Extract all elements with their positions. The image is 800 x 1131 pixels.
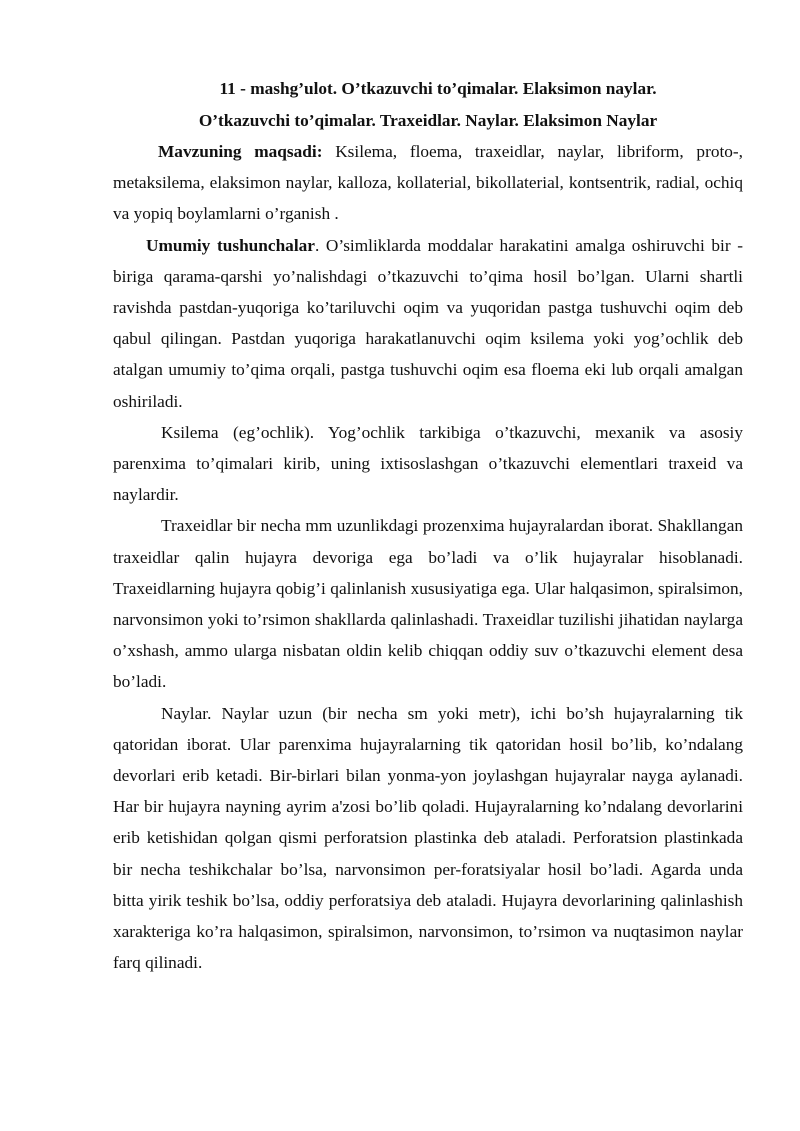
purpose-paragraph — [113, 136, 743, 230]
purpose-label: Mavzuning maqsadi: — [158, 142, 323, 161]
lesson-title: 11 - mashg’ulot. O’tkazuvchi to’qimalar. Elaksimon naylar. — [219, 79, 657, 98]
concepts-label: Umumiy tushunchalar — [146, 235, 315, 255]
concepts-text: . O’simliklarda moddalar harakatini amalga oshiruvchi bir - biriga qarama-qarshi yo’nalishdagi o’tkazuvchi to’qima hosil bo’lgan. Ularni shartli ravishda pastdan-yuqoriga ko’tariluvchi oqim va yuqoridan pastga tushuvchi oqim deb qabul qilingan. Pastdan yuqoriga harakatlanuvchi oqim ksilema yoki yog’ochlik deb atalgan umumiy to’qima orqali, pastga tushuvchi oqim esa floema eki lub orqali amalgan oshiriladi. — [113, 235, 743, 411]
purpose-text: Ksilema, floema, traxeidlar, naylar, libriform, proto-, metaksilema, elaksimon naylar, kalloza, kollaterial, bikollaterial, kontsentrik, radial, ochiq va yopiq boylamlarni o’rganish . — [113, 142, 743, 224]
lesson-subtitle: O’tkazuvchi to’qimalar. Traxeidlar. Naylar. Elaksimon Naylar — [198, 110, 658, 130]
traxeidlar-paragraph: Traxeidlar bir necha mm uzunlikdagi prozenxima hujayralardan iborat. Shakllangan traxeidlar qalin hujayra devoriga ega bo’ladi va o’lik hujayralar hisoblanadi. Traxeidlarning hujayra qobig’i qalinlanish xususiyatiga ega. Ular halqasimon, spiralsimon, narvonsimon yoki to’rsimon shakllarda qalinlashadi. Traxeidlar tuzilishi jihatidan naylarga o’xshash, ammo ularga nisbatan oldin kelib chiqqan oddiy suv o’tkazuvchi element desa bo’ladi. — [113, 516, 743, 692]
concepts-paragraph — [113, 230, 743, 417]
ksilema-paragraph: Ksilema (eg’ochlik). Yog’ochlik tarkibiga o’tkazuvchi, mexanik va asosiy parenxima to’qimalari kirib, uning ixtisoslashgan o’tkazuvchi elementlari traxeid va naylardir. — [113, 422, 743, 505]
naylar-paragraph: Naylar. Naylar uzun (bir necha sm yoki metr), ichi bo’sh hujayralarning tik qatoridan iborat. Ular parenxima hujayralarning tik qatoridan hosil bo’lib, ko’ndalang devorlari erib ketadi. Bir-birlari bilan yonma-yon joylashgan hujayralar nayga aylanadi. Har bir hujayra nayning ayrim a'zosi bo’lib qoladi. Hujayralarning ko’ndalang devorlarini erib ketishidan qolgan qismi perforatsion plastinka deb ataladi. Perforatsion plastinkada bir necha teshikchalar bo’lsa, narvonsimon per-foratsiyalar hosil bo’ladi. Agarda unda bitta yirik teshik bo’lsa, oddiy perforatsiya deb ataladi. Hujayra devorlarining qalinlashish xarakteriga ko’ra halqasimon, spiralsimon, narvonsimon, to’rsimon va nuqtasimon naylar farq qilinadi. — [113, 703, 743, 973]
